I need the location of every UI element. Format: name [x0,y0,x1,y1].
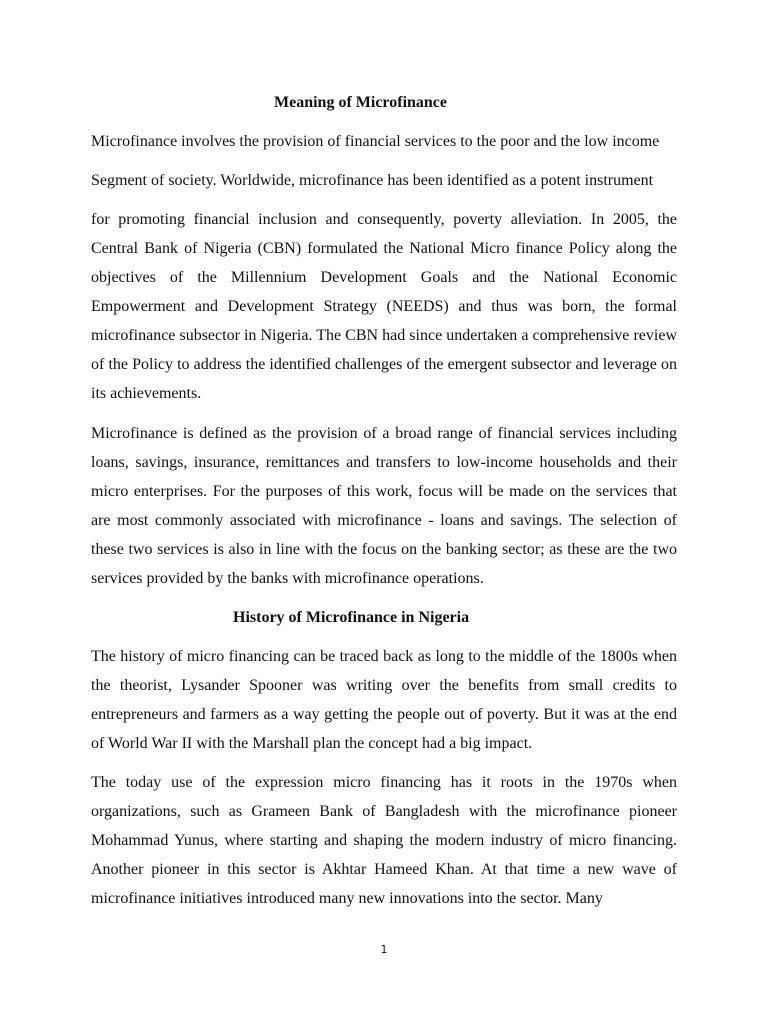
paragraph-policy: for promoting financial inclusion and consequently, poverty alleviation. In 2005, the Central Bank of Nigeria (CBN) formulated the National Micro finance Policy along the objectives of the Millennium Development Goals and the National Economic Empowerment and Development Strategy (NEEDS) and thus was born, the formal microfinance subsector in Nigeria. The CBN had since undertaken a comprehensive review of the Policy to address the identified challenges of the emergent subsector and leverage on its achievements. [91,211,677,402]
intro-line-1: Microfinance involves the provision of financial services to the poor and the low income [91,133,660,150]
page-number: 1 [380,943,388,956]
paragraph-history: The history of micro financing can be traced back as long to the middle of the 1800s when the theorist, Lysander Spooner was writing over the benefits from small credits to entrepreneurs and farmers as a way getting the people out of poverty. But it was at the end of World War II with the Marshall plan the concept had a big impact. [91,648,677,752]
paragraph-modern-use: The today use of the expression micro financing has it roots in the 1970s when organizations, such as Grameen Bank of Bangladesh with the microfinance pioneer Mohammad Yunus, where starting and shaping the modern industry of micro financing. Another pioneer in this sector is Akhtar Hameed Khan. At that time a new wave of microfinance initiatives introduced many new innovations into the sector. Many [91,774,677,907]
heading-meaning-of-microfinance: Meaning of Microfinance [274,94,448,111]
intro-line-2: Segment of society. Worldwide, microfinance has been identified as a potent instrument [91,172,654,189]
heading-history-of-microfinance: History of Microfinance in Nigeria [233,609,470,626]
paragraph-definition: Microfinance is defined as the provision of a broad range of financial services including loans, savings, insurance, remittances and transfers to low-income households and their micro enterprises. For the purposes of this work, focus will be made on the services that are most commonly associated with microfinance - loans and savings. The selection of these two services is also in line with the focus on the banking sector; as these are the two services provided by the banks with microfinance operations. [91,425,677,587]
